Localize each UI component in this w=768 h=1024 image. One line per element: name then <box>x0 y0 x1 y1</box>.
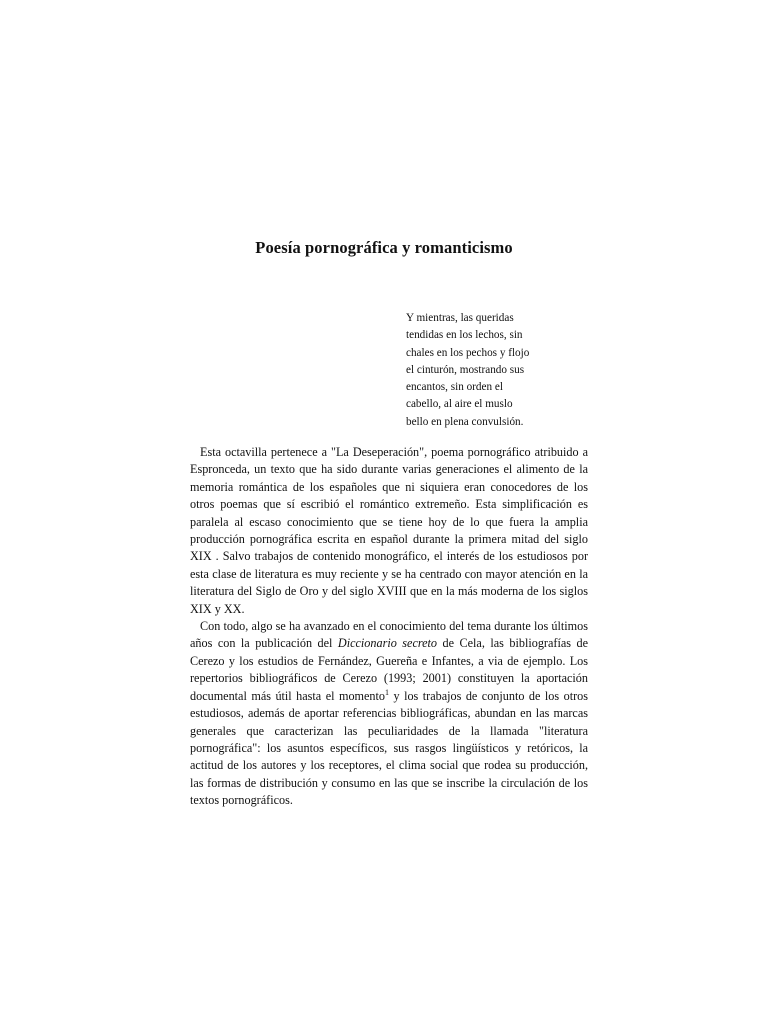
paragraph-2-part-2: de Cela, las bibliografías de Cerezo y los estudios de Fernández, Guereña e Infantes, a via de ejemplo. Los repertorios bibliográficos de Cerezo (1993; 2001) constituyen la aportación documental más útil hasta el momento <box>190 636 588 703</box>
epigraph-line: bello en plena convulsión. <box>406 415 524 428</box>
epigraph-line: cabello, al aire el muslo <box>406 398 513 411</box>
epigraph-line: Y mientras, las queridas <box>406 312 514 324</box>
paragraph-2-part-1: Con todo, algo se ha avanzado en el conocimiento del tema durante los últimos años con la publicación del <box>190 619 588 651</box>
footnote-reference[interactable]: 1 <box>385 687 390 697</box>
epigraph-line: el cinturón, mostrando sus <box>406 363 525 376</box>
epigraph-line: encantos, sin orden el <box>406 381 503 394</box>
epigraph-line: tendidas en los lechos, sin <box>406 329 523 342</box>
book-title-italic: Diccionario secreto <box>337 636 438 651</box>
paragraph-2 <box>190 618 588 809</box>
paragraph-1: Esta octavilla pertenece a "La Deseperación", poema pornográfico atribuido a Espronceda, un texto que ha sido durante varias generaciones el alimento de la memoria romántica de los españoles que ni siquiera eran conocedores de los otros poemas que sí escribió el romántico extremeño. Esta simplificación es paralela al escaso conocimiento que se tiene hoy de lo que fuera la amplia producción pornográfica escrita en español durante la primera mitad del siglo XIX . Salvo trabajos de contenido monográfico, el interés de los estudiosos por esta clase de literatura es muy reciente y se ha centrado con mayor atención en la literatura del Siglo de Oro y del siglo XVIII que en la más moderna de los siglos XIX y XX. <box>190 445 588 616</box>
body-text <box>190 444 588 810</box>
paragraph-2-part-3: y los trabajos de conjunto de los otros estudiosos, además de aportar referencias bibliográficas, abundan en las marcas generales que caracterizan las peculiaridades de la llamada "literatura pornográfica": los asuntos específicos, sus rasgos lingüísticos y retóricos, la actitud de los autores y los receptores, el clima social que rodea su producción, las formas de distribución y consumo en las que se inscribe la circulación de los textos pornográficos. <box>190 688 588 808</box>
epigraph-line: chales en los pechos y flojo <box>406 346 530 359</box>
document-title: Poesía pornográfica y romanticismo <box>255 238 513 257</box>
epigraph <box>406 310 556 431</box>
